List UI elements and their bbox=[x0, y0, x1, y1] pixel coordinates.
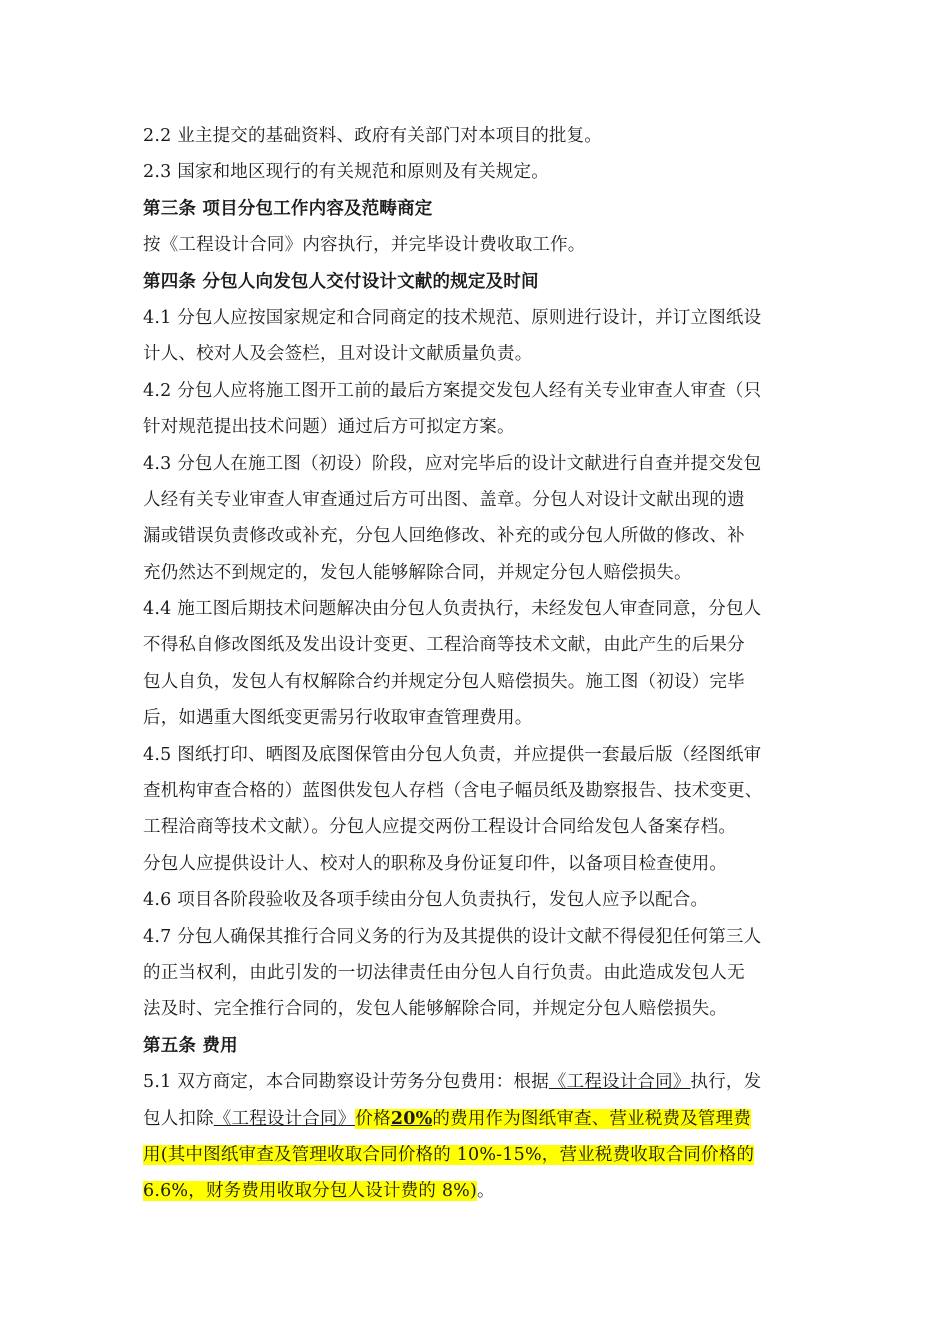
text-run: 包人扣除 bbox=[143, 1108, 214, 1129]
clause-4-4-line: 不得私自修改图纸及发出设计变更、工程洽商等技术文献，由此产生的后果分 bbox=[143, 635, 745, 656]
clause-4-3-line: 漏或错误负责修改或补充，分包人回绝修改、补充的或分包人所做的修改、补 bbox=[143, 526, 745, 547]
clause-4-4-line: 包人自负，发包人有权解除合约并规定分包人赔偿损失。施工图（初设）完毕 bbox=[143, 671, 745, 692]
clause-5-1-line-1 bbox=[143, 1064, 823, 1100]
article-4-heading: 第四条 分包人向发包人交付设计文献的规定及时间 bbox=[143, 271, 539, 292]
percentage-highlighted: 20% bbox=[390, 1108, 433, 1129]
article-3-text: 按《工程设计合同》内容执行，并完毕设计费收取工作。 bbox=[143, 235, 586, 256]
clause-5-1-line-3 bbox=[143, 1137, 823, 1173]
clause-4-1-line: 计人、校对人及会签栏，且对设计文献质量负责。 bbox=[143, 344, 533, 365]
clause-4-3-line: 4.3 分包人在施工图（初设）阶段，应对完毕后的设计文献进行自查并提交发包 bbox=[143, 453, 762, 474]
article-5-heading: 第五条 费用 bbox=[143, 1035, 238, 1056]
clause-2-2: 2.2 业主提交的基础资料、政府有关部门对本项目的批复。 bbox=[143, 126, 602, 146]
highlighted-text: 6.6%，财务费用收取分包人设计费的 8%) bbox=[143, 1181, 478, 1202]
clause-4-5-line: 分包人应提供设计人、校对人的职称及身份证复印件，以备项目检查使用。 bbox=[143, 853, 728, 874]
document-body bbox=[143, 118, 823, 1210]
contract-name-underlined: 《工程设计合同》 bbox=[548, 1072, 691, 1093]
clause-2-3: 2.3 国家和地区现行的有关规范和原则及有关规定。 bbox=[143, 162, 549, 183]
article-3-heading: 第三条 项目分包工作内容及范畴商定 bbox=[143, 198, 433, 219]
clause-4-6: 4.6 项目各阶段验收及各项手续由分包人负责执行，发包人应予以配合。 bbox=[143, 890, 709, 911]
clause-4-7-line: 的正当权利，由此引发的一切法律责任由分包人自行负责。由此造成发包人无 bbox=[143, 962, 745, 983]
highlighted-text: 的费用作为图纸审查、营业税费及管理费 bbox=[432, 1108, 752, 1129]
text-run: 。 bbox=[477, 1181, 495, 1202]
clause-5-1-line-2 bbox=[143, 1101, 823, 1137]
clause-4-5-line: 工程洽商等技术文献）。分包人应提交两份工程设计合同给发包人备案存档。 bbox=[143, 817, 737, 838]
text-run: 5.1 双方商定，本合同勘察设计劳务分包费用：根据 bbox=[143, 1072, 549, 1093]
clause-4-4-line: 4.4 施工图后期技术问题解决由分包人负责执行，未经发包人审查同意，分包人 bbox=[143, 599, 762, 620]
clause-4-7-line: 法及时、完全推行合同的，发包人能够解除合同，并规定分包人赔偿损失。 bbox=[143, 999, 728, 1020]
highlighted-text: 用(其中图纸审查及管理收取合同价格的 10%-15%，营业税费收取合同价格的 bbox=[143, 1144, 755, 1165]
clause-4-5-line: 查机构审查合格的）蓝图供发包人存档（含电子幅员纸及勘察报告、技术变更、 bbox=[143, 781, 763, 802]
clause-4-1-line: 4.1 分包人应按国家规定和合同商定的技术规范、原则进行设计，并订立图纸设 bbox=[143, 307, 762, 328]
contract-name-underlined: 《工程设计合同》 bbox=[213, 1108, 356, 1129]
clause-4-3-line: 人经有关专业审查人审查通过后方可出图、盖章。分包人对设计文献出现的遗 bbox=[143, 489, 745, 510]
highlighted-text: 价格 bbox=[355, 1108, 391, 1129]
clause-5-1-line-4 bbox=[143, 1173, 823, 1209]
clause-4-2-line: 4.2 分包人应将施工图开工前的最后方案提交发包人经有关专业审查人审查（只 bbox=[143, 380, 762, 401]
clause-4-2-line: 针对规范提出技术问题）通过后方可拟定方案。 bbox=[143, 417, 515, 438]
text-run: 执行，发 bbox=[690, 1072, 762, 1093]
clause-4-7-line: 4.7 分包人确保其推行合同义务的行为及其提供的设计文献不得侵犯任何第三人 bbox=[143, 926, 762, 947]
clause-4-3-line: 充仍然达不到规定的，发包人能够解除合同，并规定分包人赔偿损失。 bbox=[143, 562, 692, 583]
clause-4-4-line: 后，如遇重大图纸变更需另行收取审查管理费用。 bbox=[143, 708, 533, 729]
clause-4-5-line: 4.5 图纸打印、晒图及底图保管由分包人负责，并应提供一套最后版（经图纸审 bbox=[143, 744, 762, 765]
